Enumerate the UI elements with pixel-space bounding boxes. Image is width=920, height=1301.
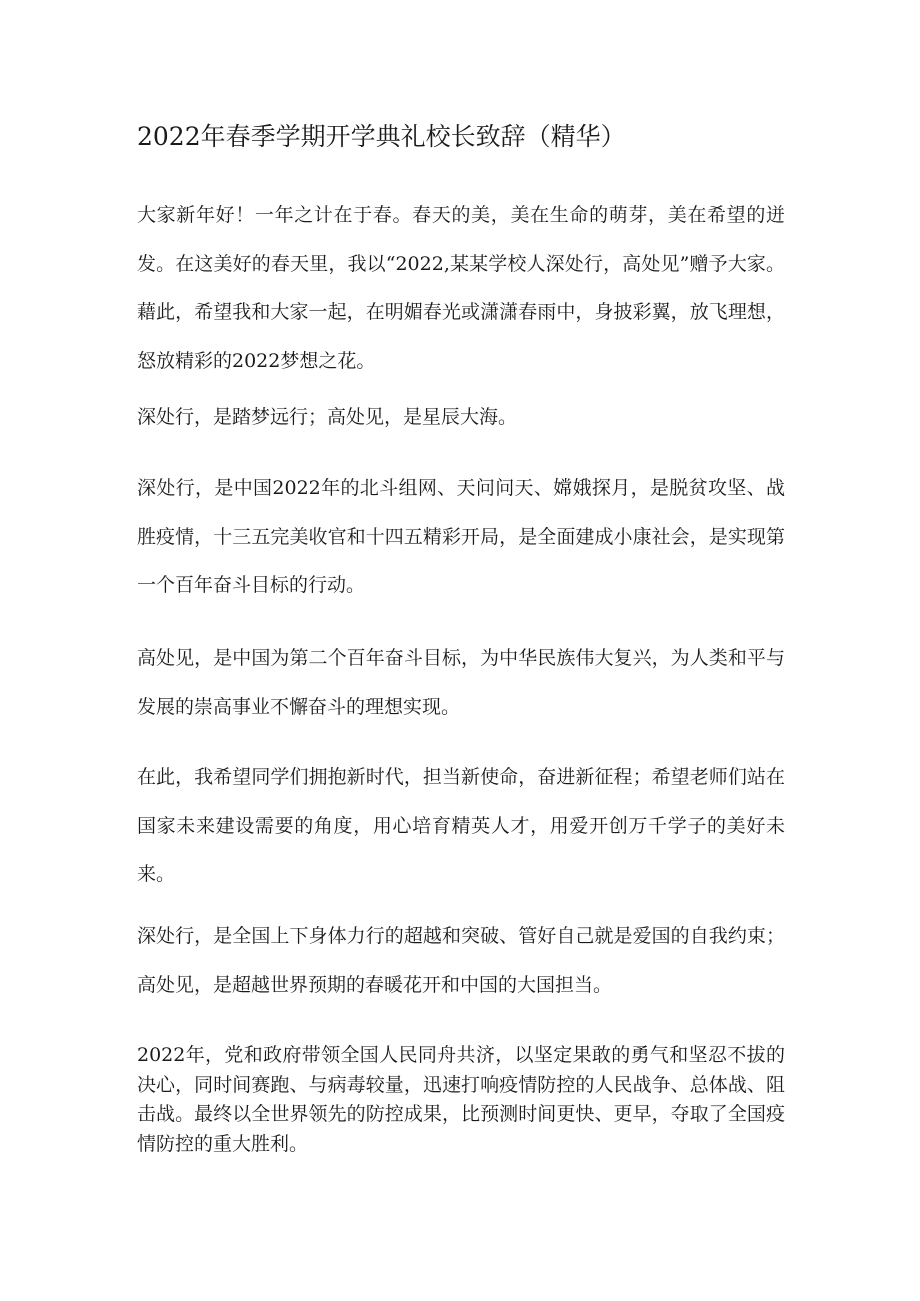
paragraph-deep-journey: 深处行，是中国2022年的北斗组网、天问问天、嫦娥探月，是脱贫攻坚、战胜疫情，十三五完美收官和十四五精彩开局，是全面建成小康社会，是实现第一个百年奋斗目标的行动。: [137, 477, 785, 596]
paragraph-national-effort: 深处行，是全国上下身体力行的超越和突破、管好自己就是爱国的自我约束；高处见，是超越世界预期的春暖花开和中国的大国担当。: [137, 925, 785, 996]
paragraph-greeting: 大家新年好！一年之计在于春。春天的美，美在生命的萌芽，美在希望的迸发。在这美好的春天里，我以“2022,某某学校人深处行，高处见”赠予大家。藉此，希望我和大家一起，在明媚春光或潇潇春雨中，身披彩翼，放飞理想，怒放精彩的2022梦想之花。: [137, 204, 785, 372]
paragraph-theme: 深处行，是踏梦远行；高处见，是星辰大海。: [137, 406, 518, 428]
paragraph-hopes: 在此，我希望同学们拥抱新时代，担当新使命，奋进新征程；希望老师们站在国家未来建设需要的角度，用心培育精英人才，用爱开创万千学子的美好未来。: [137, 766, 785, 885]
document-title: 2022年春季学期开学典礼校长致辞（精华）: [137, 122, 626, 151]
paragraph-epidemic-fight: 2022年，党和政府带领全国人民同舟共济，以坚定果敢的勇气和坚忍不拔的决心，同时间赛跑、与病毒较量，迅速打响疫情防控的人民战争、总体战、阻击战。最终以全世界领先的防控成果，比预测时间更快、更早，夺取了全国疫情防控的重大胜利。: [137, 1044, 785, 1155]
paragraph-high-vision: 高处见，是中国为第二个百年奋斗目标，为中华民族伟大复兴，为人类和平与发展的崇高事业不懈奋斗的理想实现。: [137, 647, 785, 718]
